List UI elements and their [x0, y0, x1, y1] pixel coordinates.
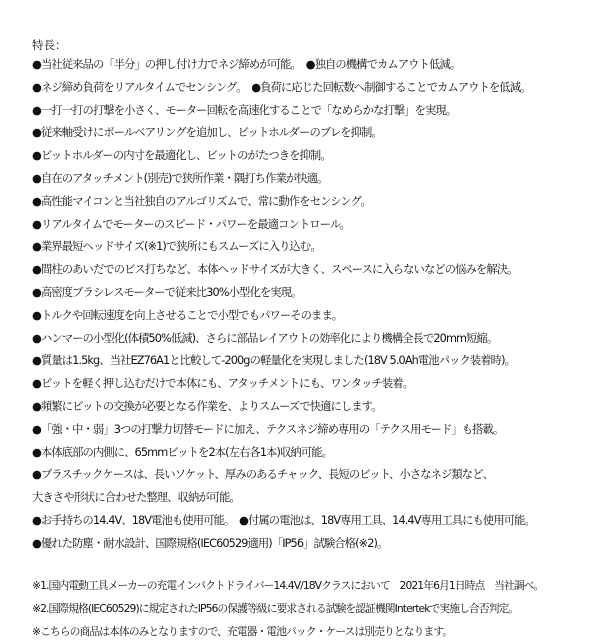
feature-line: ●トルクや回転速度を向上させることで小型でもパワーそのまま。 — [32, 308, 343, 322]
footnote: ※こちらの商品は本体のみとなりますので、充電器・電池パック・ケースは別売りとなります。 — [32, 624, 453, 638]
feature-line: ●一打一打の打撃を小さく、モーター回転を高速化することで「なめらかな打撃」を実現。 — [32, 103, 457, 117]
feature-line: ●ビットホルダーの内寸を最適化し、ビットのがたつきを抑制。 — [32, 149, 331, 163]
feature-list — [32, 54, 580, 556]
feature-line: ●高性能マイコンと当社独自のアルゴリズムで、常に動作をセンシング。 — [32, 194, 371, 208]
feature-line: ●頻繁にビットの交換が必要となる作業を、よりスムーズで快適にします。 — [32, 399, 382, 413]
feature-line: ●ネジ締め負荷をリアルタイムでセンシング。 ●負荷に応じた回転数へ制御することでカムアウトを低減。 — [32, 80, 531, 94]
footnotes — [32, 574, 580, 643]
feature-line: 大きさや形状に合わせた整理、収納が可能。 — [32, 491, 240, 505]
feature-line: ●優れた防塵・耐水設計、国際規格(IEC60529適用)「IP56」試験合格(※2)。 — [32, 536, 388, 550]
feature-line: ●従来軸受けにボールベアリングを追加し、ビットホルダーのブレを抑制。 — [32, 126, 382, 140]
feature-line: ●リアルタイムでモーターのスピード・パワーを最適コントロール。 — [32, 217, 350, 231]
footnote: ※2.国際規格(IEC60529)に規定されたIP56の保護等級に要求される試験を認証機関Intertekで実施し合否判定。 — [32, 601, 519, 615]
feature-line: ●ハンマーの小型化(体積50%低減)、さらに部品レイアウトの効率化により機構全長で20mm短縮。 — [32, 331, 498, 345]
feature-line: ●質量は1.5kg、当社EZ76A1と比較して-200gの軽量化を実現しました(18V 5.0Ah電池パック装着時)。 — [32, 354, 515, 368]
footnote: ※1.国内電動工具メーカーの充電インパクトドライバー14.4V/18Vクラスにおいて 2021年6月1日時点 当社調べ。 — [32, 578, 544, 592]
feature-line: ●ビットを軽く押し込むだけで本体にも、アタッチメントにも、ワンタッチ装着。 — [32, 377, 414, 391]
feature-line: ●当社従来品の「半分」の押し付け力でネジ締めが可能。 ●独自の機構でカムアウト低減。 — [32, 58, 461, 71]
features-heading: 特長： — [32, 38, 67, 52]
feature-line: ●高密度ブラシレスモーターで従来比30%小型化を実現。 — [32, 285, 302, 299]
feature-line: ●業界最短ヘッドサイズ(※1)で狭所にもスムーズに入り込む。 — [32, 240, 321, 254]
feature-line: ●お手持ちの14.4V、18V電池も使用可能。 ●付属の電池は、18V専用工具、14.4V専用工具にも使用可能。 — [32, 513, 535, 527]
product-features-document — [32, 36, 580, 643]
feature-line: ●間柱のあいだでのビス打ちなど、本体ヘッドサイズが大きく、スペースに入らないなどの悩みを解決。 — [32, 263, 518, 277]
feature-line: ●「強・中・弱」3つの打撃力切替モードに加え、テクスネジ締め専用の「テクス用モード」も搭載。 — [32, 422, 504, 436]
feature-line: ●自在のアタッチメント(別売)で狭所作業・隅打ち作業が快適。 — [32, 171, 328, 185]
feature-line: ●プラスチックケースは、長いソケット、厚みのあるチャック、長短のビット、小さなネジ類など、 — [32, 468, 494, 482]
feature-line: ●本体底部の内側に、65mmビットを2本(左右各1本)収納可能。 — [32, 445, 333, 459]
